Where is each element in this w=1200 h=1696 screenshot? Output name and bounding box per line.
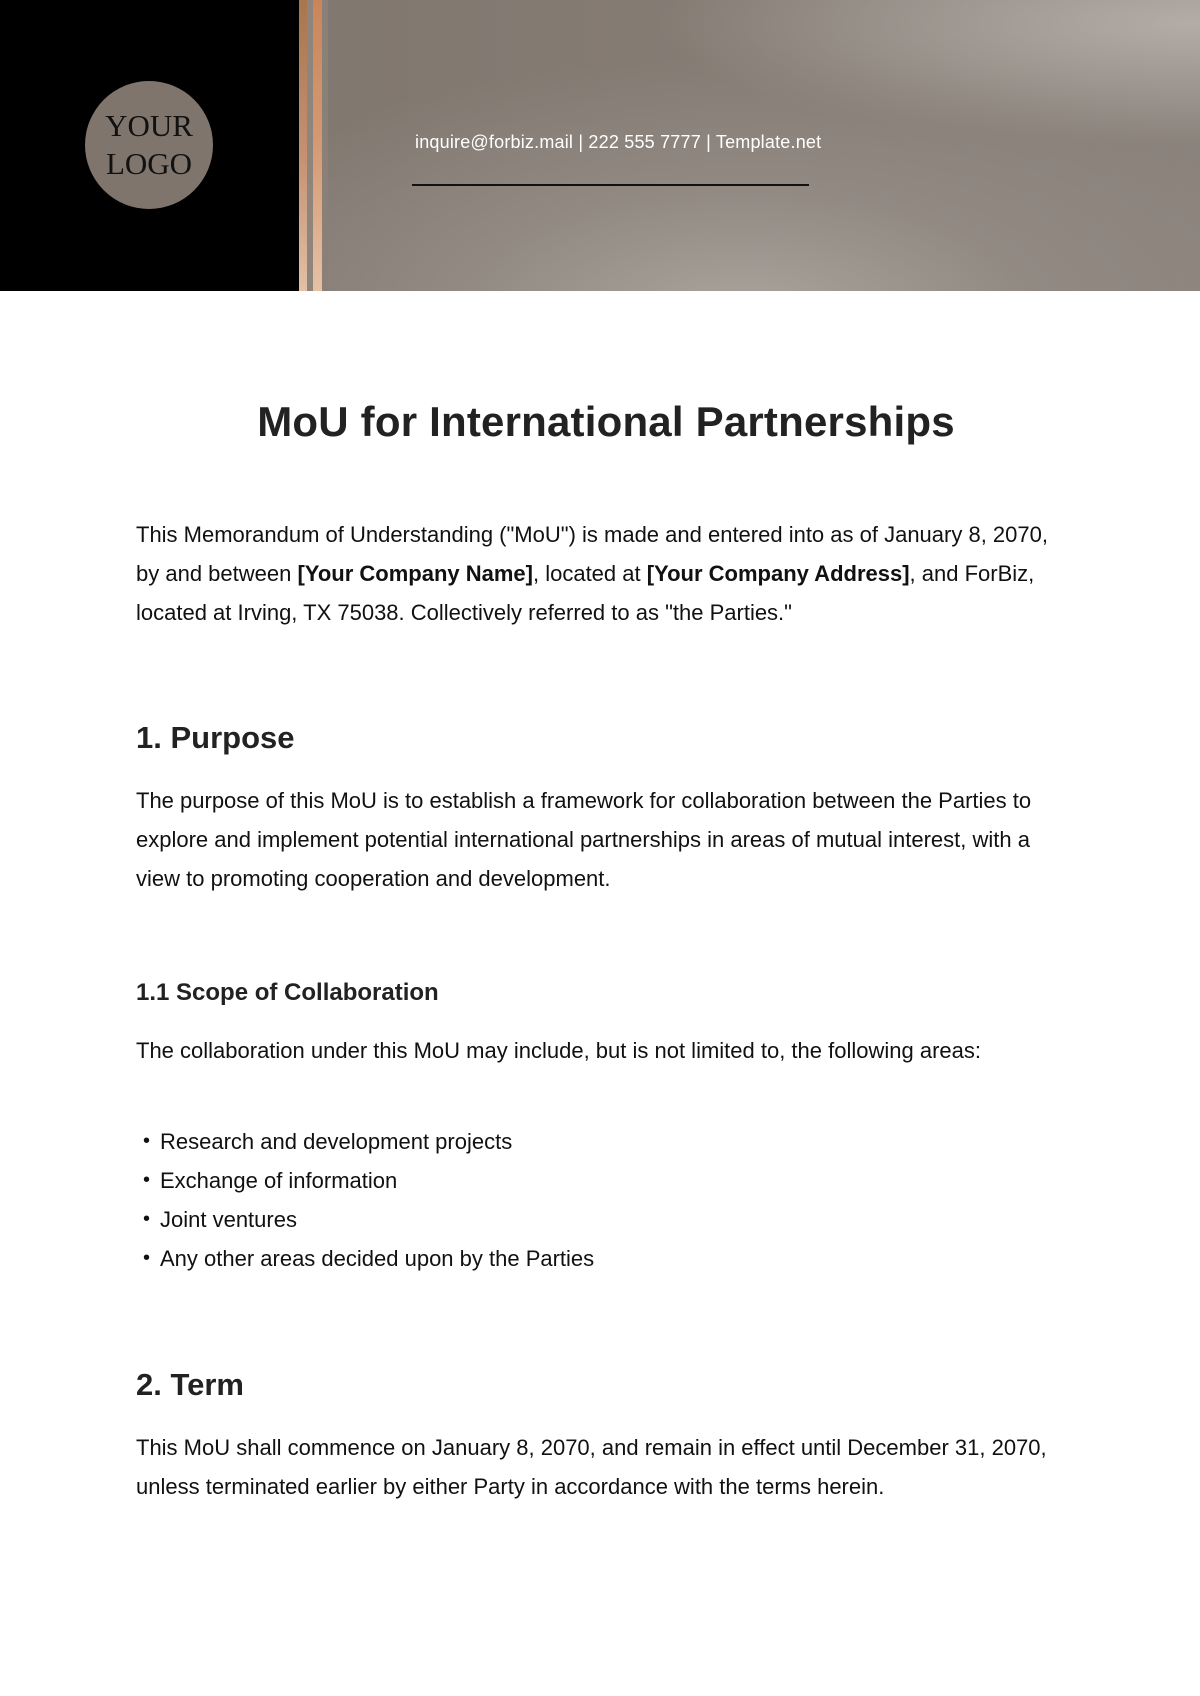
logo-text xyxy=(89,107,209,183)
list-item xyxy=(136,1239,594,1278)
list-item-text: Research and development projects xyxy=(160,1129,513,1154)
list-item xyxy=(136,1200,594,1239)
bullet-icon: • xyxy=(143,1208,151,1230)
document-title: MoU for International Partnerships xyxy=(257,398,955,445)
list-item-text: Exchange of information xyxy=(160,1168,398,1193)
company-address-placeholder: [Your Company Address] xyxy=(646,561,910,586)
subsection-heading-scope: 1.1 Scope of Collaboration xyxy=(136,979,439,1006)
document-header xyxy=(0,0,1200,291)
list-item-text: Any other areas decided upon by the Parties xyxy=(160,1246,595,1271)
logo-panel xyxy=(0,0,299,291)
bullet-icon: • xyxy=(143,1247,151,1269)
decorative-stripe xyxy=(299,0,307,291)
intro-text: This Memorandum of Understanding ("MoU") is made and entered into as of January 8, 2070, by and between xyxy=(136,522,1048,586)
decorative-stripe xyxy=(313,0,322,291)
purpose-paragraph: The purpose of this MoU is to establish a framework for collaboration between the Parties to explore and implement potential international partnerships in areas of mutual interest, with a view to promoting cooperation and development. xyxy=(136,788,1032,891)
contact-divider xyxy=(412,184,809,186)
bullet-icon: • xyxy=(143,1130,151,1152)
scope-paragraph: The collaboration under this MoU may include, but is not limited to, the following areas: xyxy=(136,1038,981,1063)
list-item xyxy=(136,1161,594,1200)
scope-list xyxy=(136,1122,594,1278)
term-paragraph: This MoU shall commence on January 8, 2070, and remain in effect until December 31, 2070, unless terminated earlier by either Party in accordance with the terms herein. xyxy=(136,1435,1047,1499)
section-heading-purpose: 1. Purpose xyxy=(136,720,295,755)
intro-text: , located at xyxy=(532,561,647,586)
logo-placeholder xyxy=(85,81,213,209)
bullet-icon: • xyxy=(143,1169,151,1191)
intro-text: , and ForBiz, located at Irving, TX 75038. Collectively referred to as "the Parties." xyxy=(136,561,1035,625)
intro-paragraph xyxy=(136,515,1076,632)
list-item-text: Joint ventures xyxy=(160,1207,297,1232)
decorative-stripe xyxy=(322,0,328,291)
contact-info: inquire@forbiz.mail | 222 555 7777 | Template.net xyxy=(415,132,822,152)
logo-text-line2: LOGO xyxy=(105,146,193,181)
company-name-placeholder: [Your Company Name] xyxy=(297,561,533,586)
list-item xyxy=(136,1122,594,1161)
section-heading-term: 2. Term xyxy=(136,1367,244,1402)
logo-text-line1: YOUR xyxy=(105,108,193,143)
